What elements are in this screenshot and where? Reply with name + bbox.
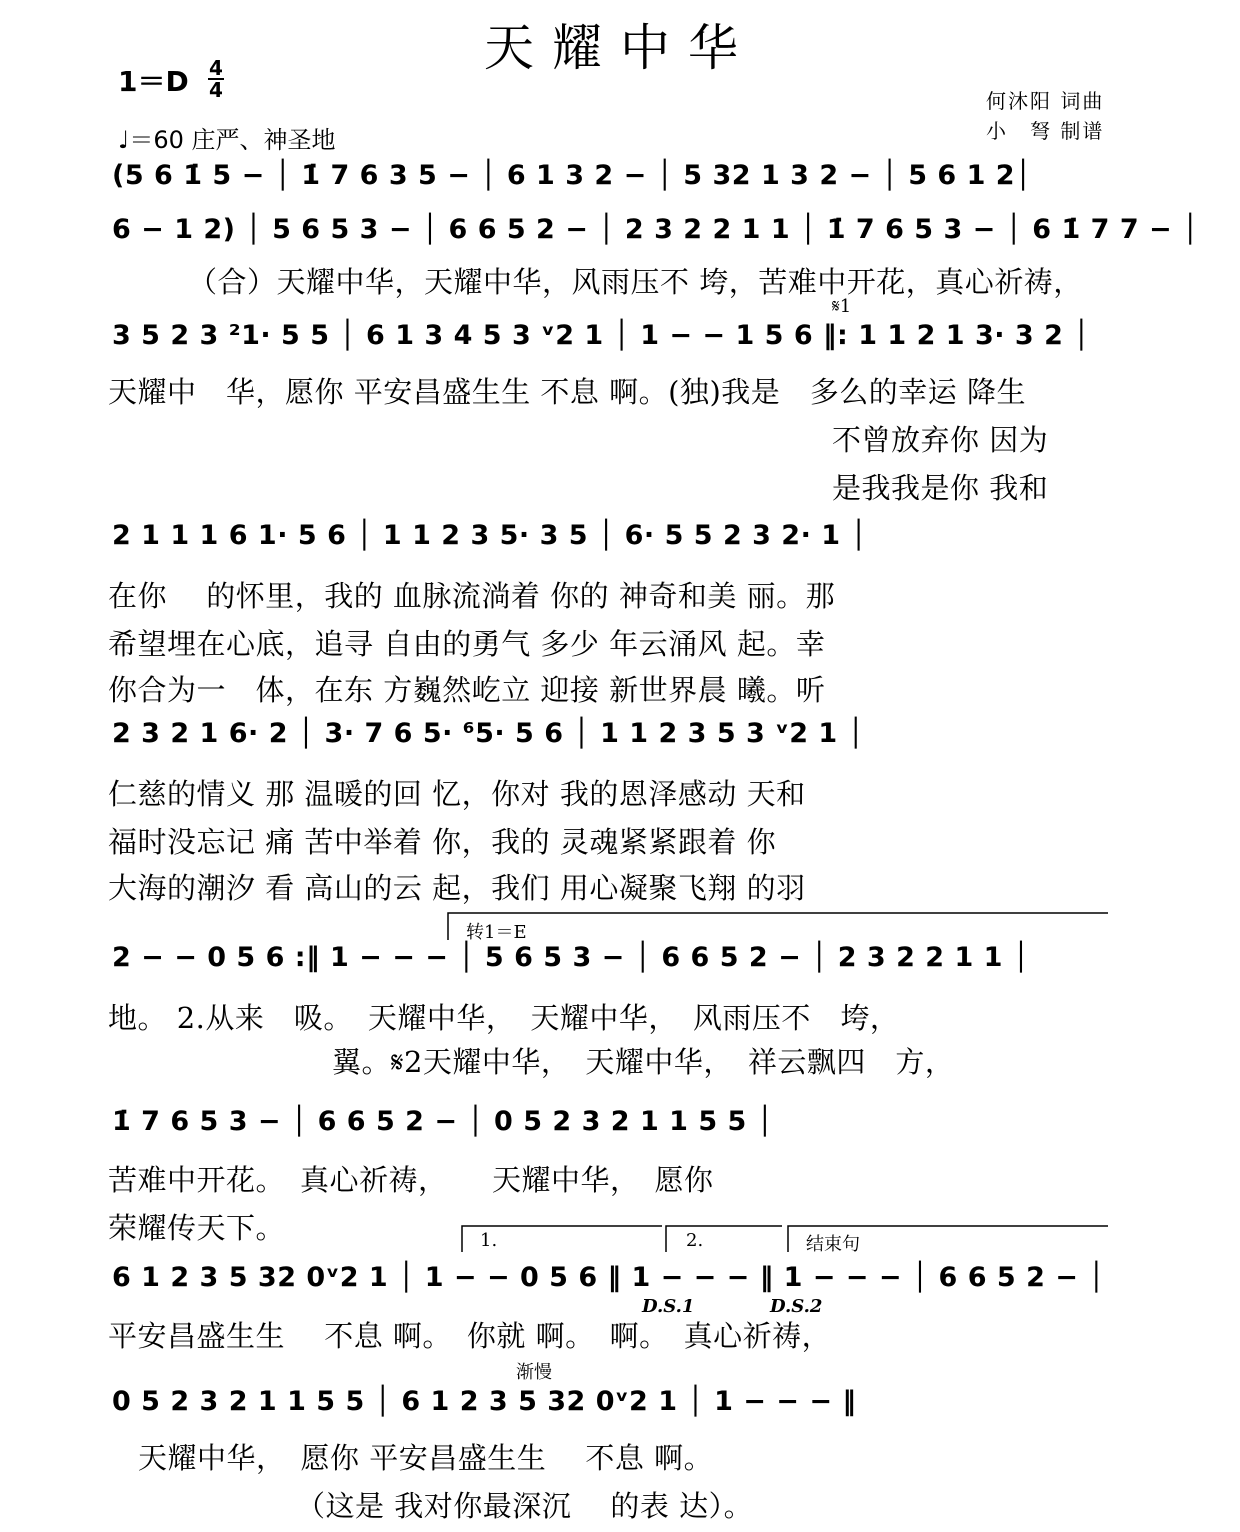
score-line-5-lyric-v2: 福时没忘记 痛 苦中举着 你，我的 灵魂紧紧跟着 你 xyxy=(108,825,777,859)
score-line-7-lyric-v1: 苦难中开花。 真心祈祷， 天耀中华， 愿你 xyxy=(108,1163,714,1197)
score-line-3-notes: 3 5 2 3 ²1· 5 5 │ 6 1 3 4 5 3 ᵛ2 1 │ 1 − − 1 5 6 ‖: 1 1 2 1 3· 3 2 │ xyxy=(112,320,1091,351)
score-line-9-notes: 0 5 2 3 2 1 1 5 5 │ 6 1 2 3 5 32 0ᵛ2 1 │ 1 − − − ‖ xyxy=(112,1386,857,1417)
tempo-text: ＝60 庄严、神圣地 xyxy=(129,126,336,154)
score-line-6-lyric-v2: 翼。𝄋2天耀中华， 天耀中华， 祥云飘四 方， xyxy=(332,1045,955,1079)
score-line-8-notes: 6 1 2 3 5 32 0ᵛ2 1 │ 1 − − 0 5 6 ‖ 1 − − − ‖ 1 − − − │ 6 6 5 2 − │ xyxy=(112,1262,1106,1293)
score-line-5-notes: 2 3 2 1 6· 2 │ 3· 7 6 5· ⁶5· 5 6 │ 1 1 2 3 5 3 ᵛ2 1 │ xyxy=(112,718,865,749)
score-line-2-lyric: （合）天耀中华，天耀中华，风雨压不 垮，苦难中开花，真心祈祷， xyxy=(188,265,1083,299)
score-line-5-lyric-v3: 大海的潮汐 看 高山的云 起，我们 用心凝聚飞翔 的羽 xyxy=(108,871,806,905)
ds1-mark: D.S.1 xyxy=(642,1296,695,1317)
song-title: 天耀中华 xyxy=(484,19,756,77)
time-signature-top: 4 xyxy=(209,56,223,80)
modulation-bracket xyxy=(448,913,1108,940)
volta-2-label: 2. xyxy=(686,1230,704,1251)
score-line-3-lyric: 天耀中 华，愿你 平安昌盛生生 不息 啊。(独)我是 多么的幸运 降生 xyxy=(108,375,1027,409)
score-line-1-notes: (5 6 1̇ 5 − │ 1̇ 7 6 3 5 − │ 6 1 3 2 − │ 5 32 1 3 2 − │ 5 6 1 2│ xyxy=(112,160,1032,191)
score-line-4-notes: 2 1 1 1 6 1· 5 6 │ 1 1 2 3 5· 3 5 │ 6· 5 5 2 3 2· 1 │ xyxy=(112,520,868,551)
ending-bracket xyxy=(788,1226,1108,1252)
volta-2-bracket xyxy=(666,1226,782,1252)
score-line-9-lyric-v1: 天耀中华， 愿你 平安昌盛生生 不息 啊。 xyxy=(138,1441,714,1475)
score-line-4-lyric-v1: 在你 的怀里，我的 血脉流淌着 你的 神奇和美 丽。那 xyxy=(108,579,836,613)
score-line-2-notes: 6 − 1 2) │ 5 6 5 3 − │ 6 6 5 2 − │ 2 3 2 2 1 1 │ 1̇ 7 6 5 3 − │ 6 1̇ 7 7 − │ xyxy=(112,214,1199,245)
lyricist-composer: 何沐阳 词曲 xyxy=(986,89,1105,113)
score-line-3-lyric-v2: 不曾放弃你 因为 xyxy=(832,423,1049,457)
volta-1-bracket xyxy=(462,1226,662,1252)
volta-1-label: 1. xyxy=(480,1230,498,1251)
ritardando-mark: 渐慢 xyxy=(516,1362,552,1383)
modulation-mark: 转1＝E xyxy=(466,922,527,943)
score-line-9-lyric-v2: （这是 我对你最深沉 的表 达）。 xyxy=(296,1489,754,1523)
score-line-6-notes: 2 − − 0 5 6 :‖ 1 − − − │ 5 6 5 3 − │ 6 6 5 2 − │ 2 3 2 2 1 1 │ xyxy=(112,942,1030,973)
score-line-4-lyric-v3: 你合为一 体，在东 方巍然屹立 迎接 新世界晨 曦。听 xyxy=(108,673,826,707)
key-signature: 1＝D xyxy=(118,65,189,98)
score-line-3-lyric-v3: 是我我是你 我和 xyxy=(832,471,1049,505)
ending-label: 结束句 xyxy=(806,1234,860,1255)
score-line-8-lyric: 平安昌盛生生 不息 啊。 你就 啊。 啊。 真心祈祷， xyxy=(108,1319,832,1353)
time-signature-bottom: 4 xyxy=(209,78,223,102)
transcriber: 小 弩 制谱 xyxy=(986,119,1105,143)
score-line-4-lyric-v2: 希望埋在心底，追寻 自由的勇气 多少 年云涌风 起。幸 xyxy=(108,627,826,661)
quarter-note-icon: ♩ xyxy=(118,126,130,154)
segno-1: 𝄋1 xyxy=(832,296,852,317)
score-line-7-lyric-v2: 荣耀传天下。 xyxy=(108,1211,286,1245)
score-line-6-lyric-v1: 地。 2.从来 吸。 天耀中华， 天耀中华， 风雨压不 垮， xyxy=(108,1001,900,1035)
score-line-7-notes: 1̇ 7 6 5 3 − │ 6 6 5 2 − │ 0 5 2 3 2 1 1 5 5 │ xyxy=(112,1106,774,1137)
ds2-mark: D.S.2 xyxy=(770,1296,823,1317)
score-line-5-lyric-v1: 仁慈的情义 那 温暖的回 忆，你对 我的恩泽感动 天和 xyxy=(108,777,806,811)
